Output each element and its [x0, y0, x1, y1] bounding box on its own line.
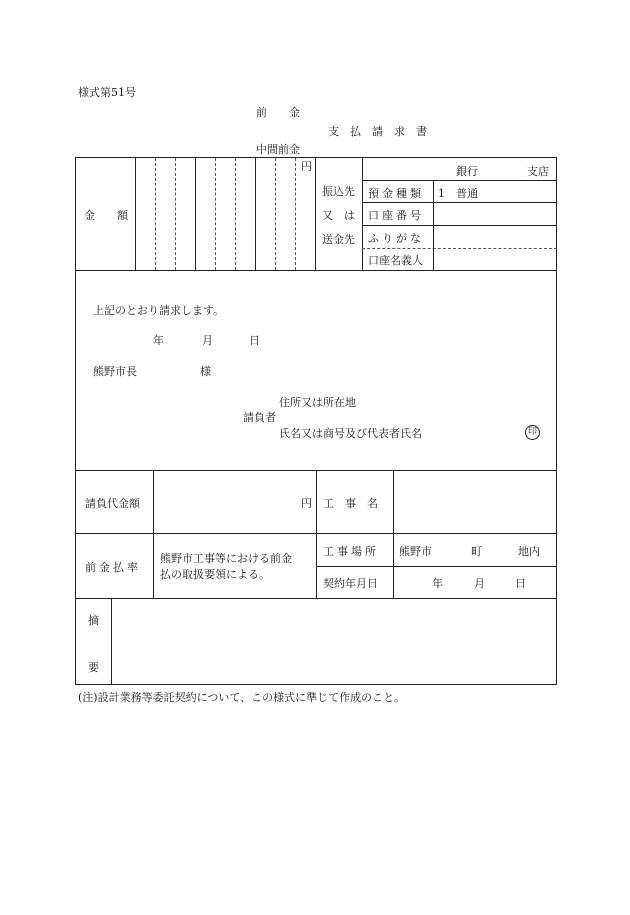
amount-label: 金 額 [84, 209, 128, 222]
date-month: 月 [202, 334, 213, 347]
contract-date-label: 契約年月日 [323, 577, 378, 590]
title-line-3: 中間前金 [256, 143, 300, 156]
address-label: 住所又は所在地 [279, 396, 356, 409]
bank-label: 銀行 [456, 165, 478, 178]
contract-date-month: 月 [474, 577, 485, 590]
advance-rate-label: 前金払率 [85, 561, 141, 574]
title-line-1: 前 金 [256, 106, 300, 119]
amount-yen: 円 [301, 160, 312, 173]
remit-label-2: 又 は [322, 209, 355, 222]
form-table [75, 157, 557, 685]
contractor-label: 請負者 [243, 411, 276, 424]
contract-date-year: 年 [432, 577, 443, 590]
title-line-2: 支 払 請 求 書 [328, 125, 427, 138]
name-label: 氏名又は商号及び代表者氏名 [279, 427, 422, 440]
date-year: 年 [153, 334, 164, 347]
honorific: 様 [200, 365, 211, 378]
form-number: 様式第51号 [78, 86, 136, 99]
seal-mark: 印 [525, 425, 540, 440]
advance-rate-text-2: 払の取扱要領による。 [160, 568, 270, 581]
remarks-label-1: 摘 [88, 614, 99, 627]
work-site-label: 工事場所 [323, 545, 379, 558]
footnote: (注)設計業務等委託契約について、この様式に準じて作成のこと。 [78, 691, 406, 704]
addressee: 熊野市長 [93, 365, 137, 378]
work-site-town: 町 [471, 545, 482, 558]
contract-amount-yen: 円 [301, 497, 312, 510]
work-site-area: 地内 [518, 545, 540, 558]
remarks-label-2: 要 [88, 661, 99, 674]
furigana-label: ふりがな [368, 232, 424, 245]
date-day: 日 [249, 334, 260, 347]
contract-amount-label: 請負代金額 [85, 497, 140, 510]
account-holder-label: 口座名義人 [368, 254, 423, 267]
advance-rate-text-1: 熊野市工事等における前金 [160, 552, 292, 565]
work-name-label: 工 事 名 [323, 497, 378, 510]
branch-label: 支店 [527, 165, 549, 178]
work-site-city: 熊野市 [399, 545, 432, 558]
remit-label-1: 振込先 [322, 185, 355, 198]
request-statement: 上記のとおり請求します。 [93, 304, 225, 317]
contract-date-day: 日 [515, 577, 526, 590]
deposit-type-value: 1 普通 [438, 187, 478, 200]
account-number-label: 口座番号 [368, 209, 424, 222]
remit-label-3: 送金先 [322, 233, 355, 246]
deposit-type-label: 預金種類 [368, 187, 424, 200]
